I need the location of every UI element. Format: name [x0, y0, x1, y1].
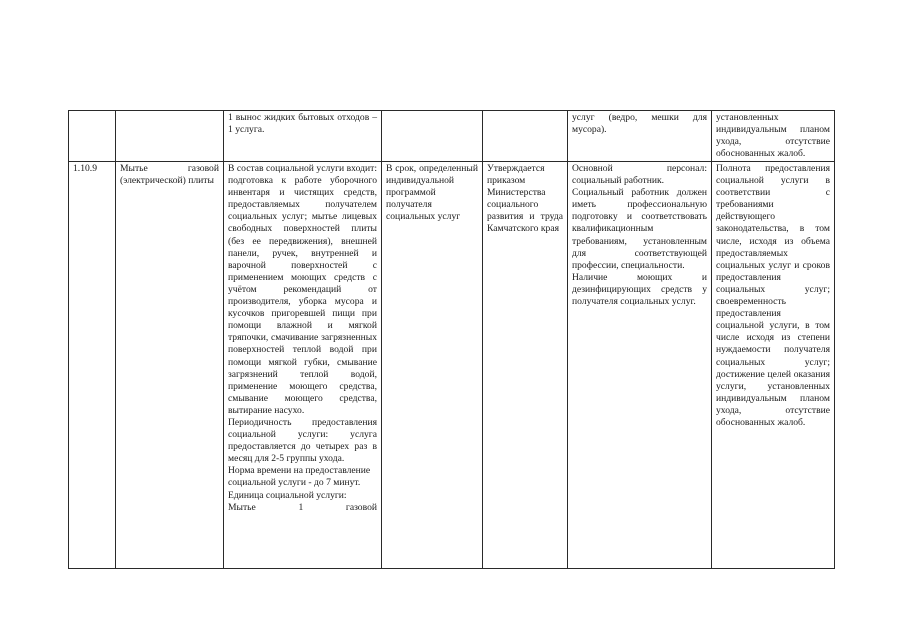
cell-conditions: услуг (ведро, мешки для мусора). — [568, 111, 712, 162]
cell-term: В срок, определенный индивидуальной программой получателя социальных услуг — [382, 162, 483, 569]
cell-service-name: Мытье газовой (электрической) плиты — [116, 162, 224, 569]
content-paragraph-unit-label: Единица социальной услуги: — [228, 489, 347, 501]
content-paragraph-unit-value: Мытье 1 газовой — [228, 501, 377, 513]
cell-quality-indicators: установленных индивидуальным планом ухода, отсутствие обоснованных жалоб. — [712, 111, 835, 162]
content-paragraph-time-norm: Норма времени на предоставление социальной услуги - до 7 минут. — [228, 465, 371, 489]
conditions-paragraph-qualification: Социальный работник должен иметь профессиональную подготовку и соответствовать квалификационным требованиям, установленным для соответствующей профессии, специальности. — [572, 187, 707, 271]
table-row-service — [69, 162, 835, 569]
content-paragraph-periodicity: Периодичность предоставления социальной услуги: услуга предоставляется до четырех раз в месяц для 2-5 группы ухода. — [228, 416, 377, 465]
conditions-paragraph-supplies: Наличие моющих и дезинфицирующих средств у получателя социальных услуг. — [572, 271, 707, 308]
content-paragraph-composition: В состав социальной услуги входит: подготовка к работе уборочного инвентаря и чистящих средств, предоставляемых получателем социальных услуг; мытье лицевых свободных поверхностей плиты (без ее передвижения), внешней панели, ручек, внутренней и варочной поверхностей с применением моющих средств с учётом рекомендаций от производителя, уборка мусора и кусочков пригоревшей пищи при помощи влажной и мягкой тряпочки, смачивание загрязненных поверхностей теплой водой при помощи мягкой губки, смывание загрязнений теплой водой, применение моющего средства, смывание моющего средства, вытирание насухо. — [228, 163, 377, 416]
cell-conditions — [568, 162, 712, 569]
cell-number — [69, 111, 116, 162]
conditions-paragraph-staff: Основной персонал: социальный работник. — [572, 163, 707, 187]
services-standard-table — [68, 110, 835, 569]
cell-approved-by: Утверждается приказом Министерства социального развития и труда Камчатского края — [483, 162, 568, 569]
cell-service-content — [224, 162, 382, 569]
cell-service-name — [116, 111, 224, 162]
cell-service-content: 1 вынос жидких бытовых отходов – 1 услуга. — [224, 111, 382, 162]
cell-quality-indicators: Полнота предоставления социальной услуги в соответствии с требованиями действующего законодательства, в том числе, исходя из объема предоставляемых социальных услуг и сроков предоставления социальных услуг; своевременность предоставления социальной услуги, в том числе исходя из степени нуждаемости получателя социальных услуг; достижение целей оказания услуги, установленных индивидуальным планом ухода, отсутствие обоснованных жалоб. — [712, 162, 835, 569]
cell-term — [382, 111, 483, 162]
cell-number: 1.10.9 — [69, 162, 116, 569]
cell-approved-by — [483, 111, 568, 162]
table-row-continuation — [69, 111, 835, 162]
